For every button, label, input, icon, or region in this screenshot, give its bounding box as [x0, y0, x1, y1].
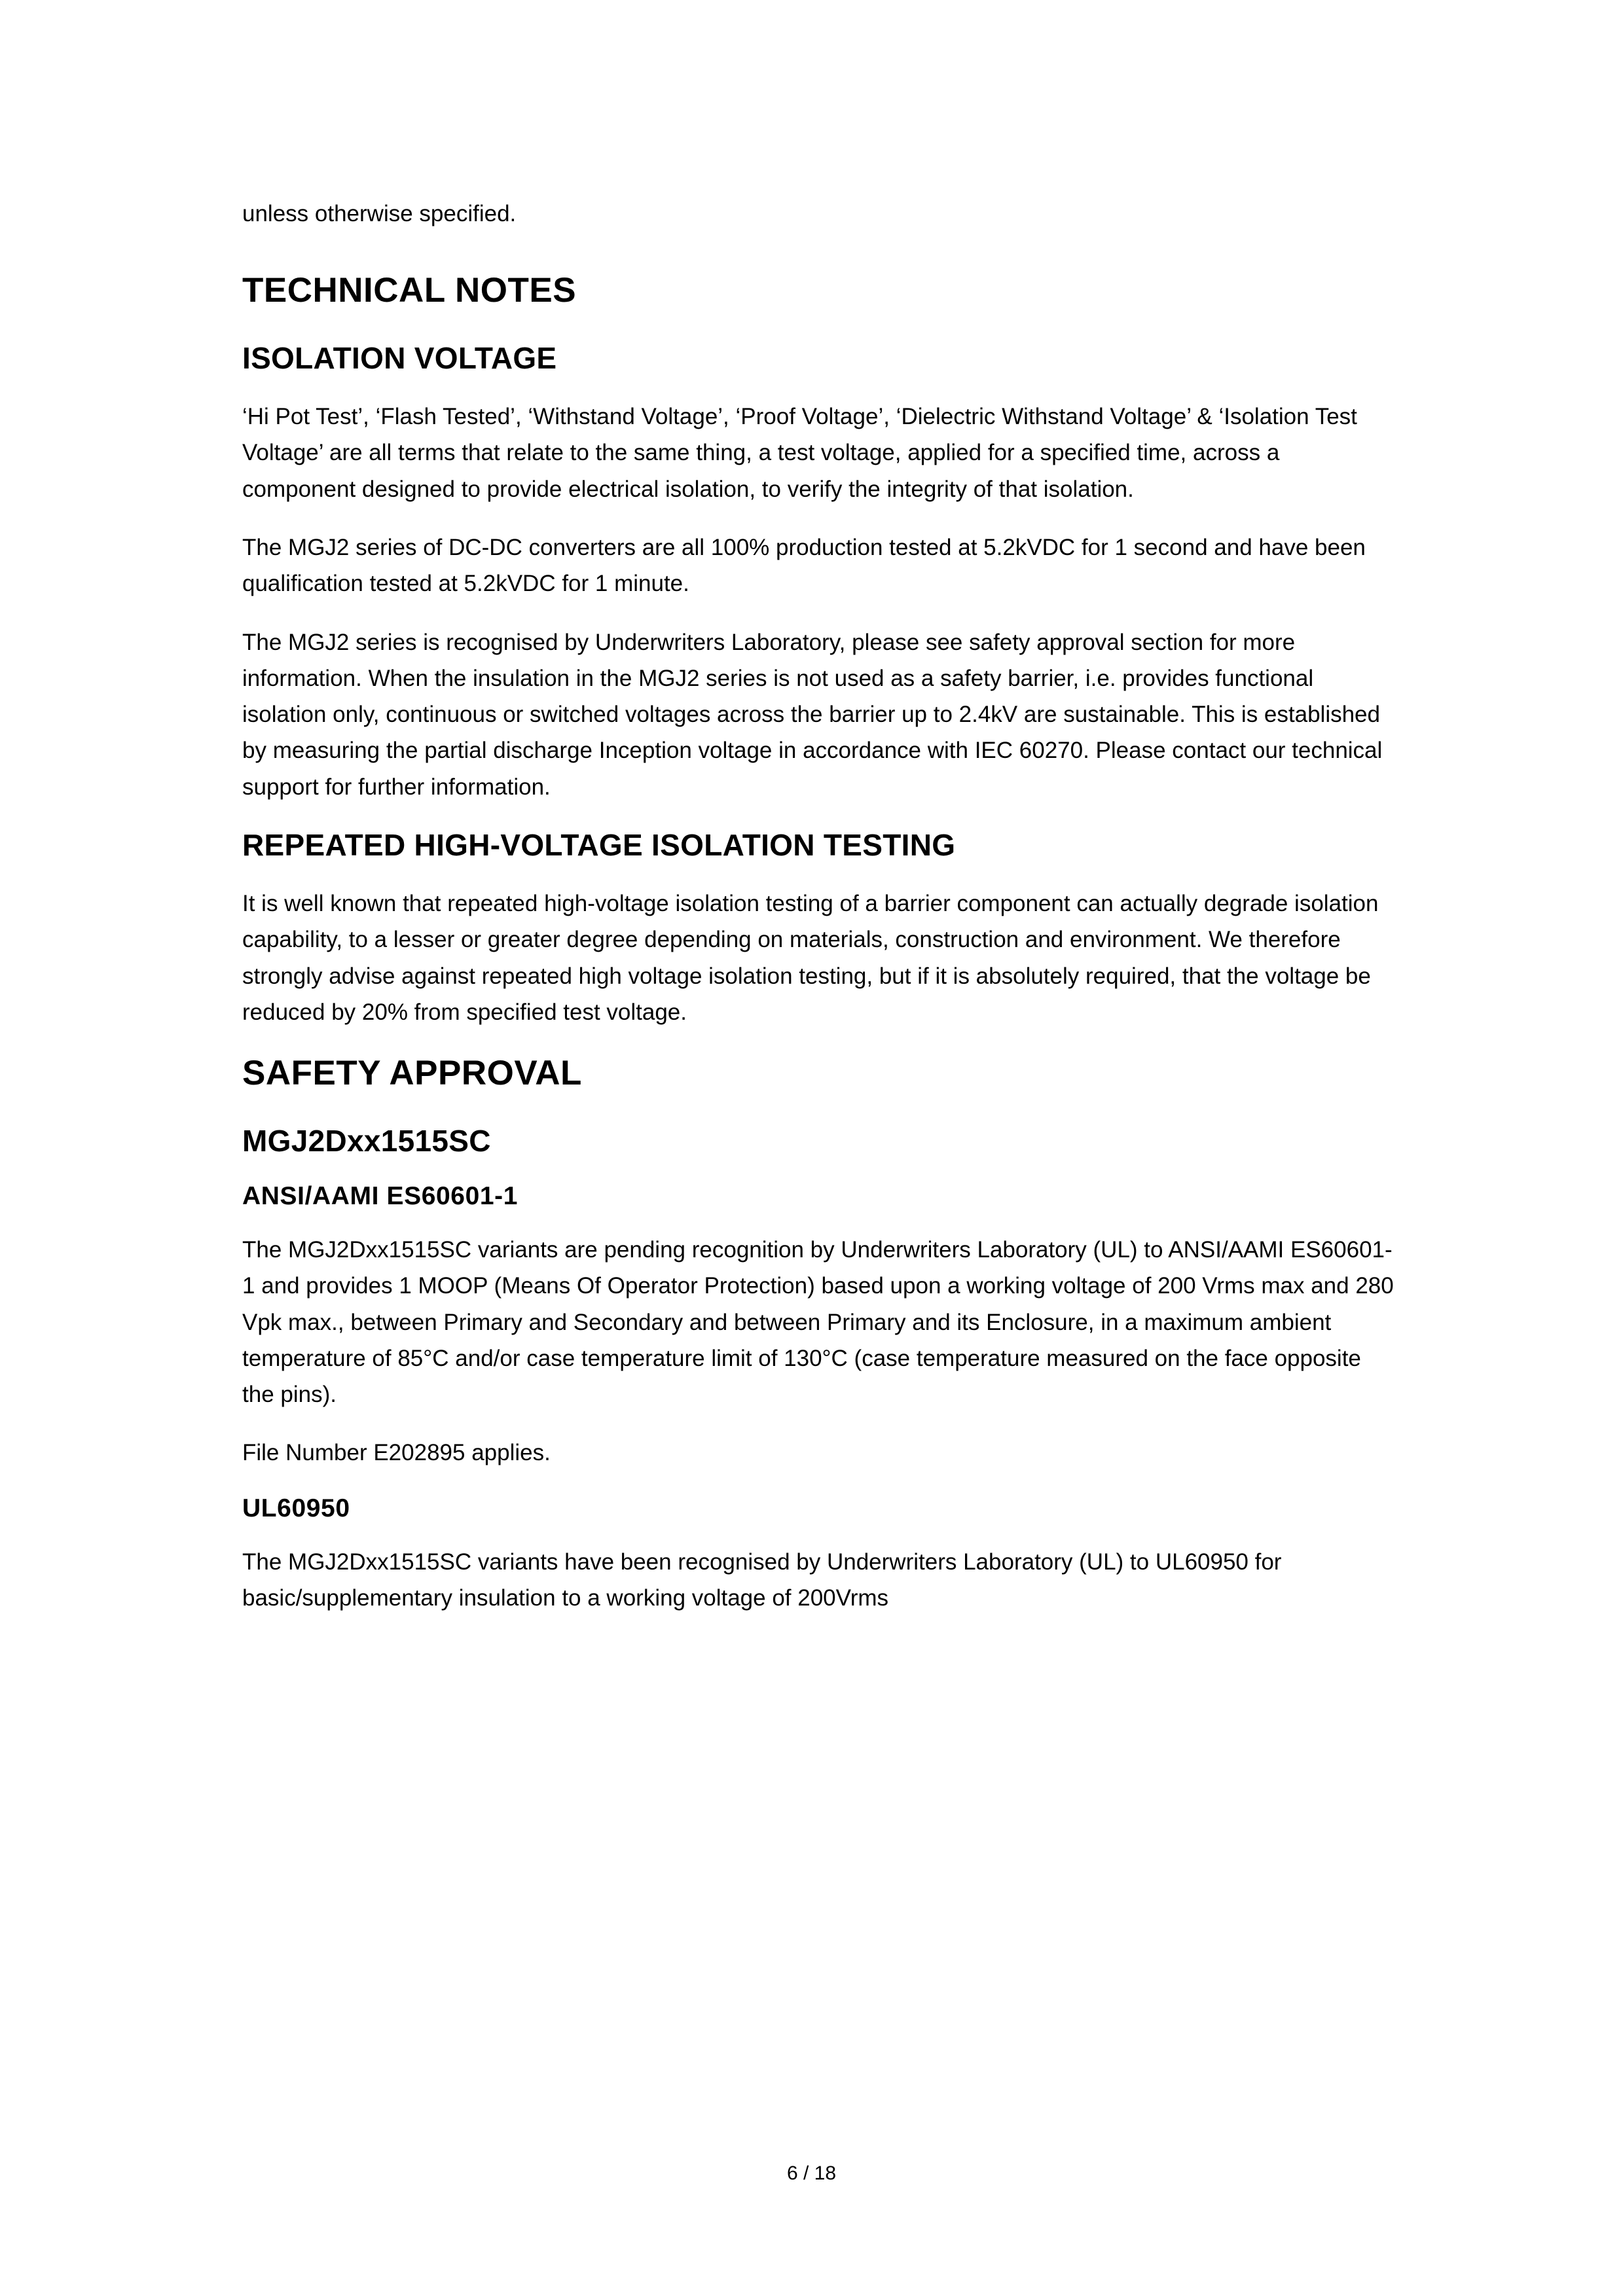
page-content [242, 196, 1395, 1616]
heading-technical-notes: TECHNICAL NOTES [242, 271, 577, 310]
heading-part-number-mgj2dxx1515sc: MGJ2Dxx1515SC [242, 1123, 491, 1158]
heading-ansi-aami-es60601-1: ANSI/AAMI ES60601-1 [242, 1182, 519, 1211]
heading-safety-approval: SAFETY APPROVAL [242, 1054, 582, 1093]
paragraph-repeated-testing: It is well known that repeated high-voltage isolation testing of a barrier component can actually degrade isolation capability, to a lesser or greater degree depending on materials, construction and environment. We therefore strongly advise against repeated high voltage isolation testing, but if it is absolutely required, that the voltage be reduced by 20% from specified test voltage. [242, 891, 1379, 1026]
heading-isolation-voltage: ISOLATION VOLTAGE [242, 340, 557, 375]
paragraph-isolation-terms: ‘Hi Pot Test’, ‘Flash Tested’, ‘Withstand Voltage’, ‘Proof Voltage’, ‘Dielectric Withstand Voltage’ & ‘Isolation Test Voltage’ are all terms that relate to the same thing, a test voltage, applied for a specified time, across a component designed to provide electrical isolation, to verify the integrity of that isolation. [242, 404, 1357, 502]
paragraph-file-number: File Number E202895 applies. [242, 1440, 551, 1466]
paragraph-ansi-aami-details: The MGJ2Dxx1515SC variants are pending recognition by Underwriters Laboratory (UL) to ANSI/AAMI ES60601-1 and provides 1 MOOP (Means Of Operator Protection) based upon a working voltage of 200 Vrms max and 280 Vpk max., between Primary and Secondary and between Primary and its Enclosure, in a maximum ambient temperature of 85°C and/or case temperature limit of 130°C (case temperature measured on the face opposite the pins). [242, 1236, 1394, 1408]
paragraph-isolation-production-test: The MGJ2 series of DC-DC converters are all 100% production tested at 5.2kVDC for 1 second and have been qualification tested at 5.2kVDC for 1 minute. [242, 534, 1366, 597]
paragraph-isolation-ul-recognition: The MGJ2 series is recognised by Underwriters Laboratory, please see safety approval section for more information. When the insulation in the MGJ2 series is not used as a safety barrier, i.e. provides functional isolation only, continuous or switched voltages across the barrier up to 2.4kV are sustainable. This is established by measuring the partial discharge Inception voltage in accordance with IEC 60270. Please contact our technical support for further information. [242, 629, 1383, 800]
heading-repeated-high-voltage-isolation-testing: REPEATED HIGH-VOLTAGE ISOLATION TESTING [242, 828, 956, 862]
heading-ul60950: UL60950 [242, 1494, 350, 1522]
paragraph-ul60950-details: The MGJ2Dxx1515SC variants have been recognised by Underwriters Laboratory (UL) to UL60950 for basic/supplementary insulation to a working voltage of 200Vrms [242, 1549, 1282, 1611]
page-footer: 6 / 18 [786, 2162, 837, 2184]
continuation-line: unless otherwise specified. [242, 201, 517, 226]
